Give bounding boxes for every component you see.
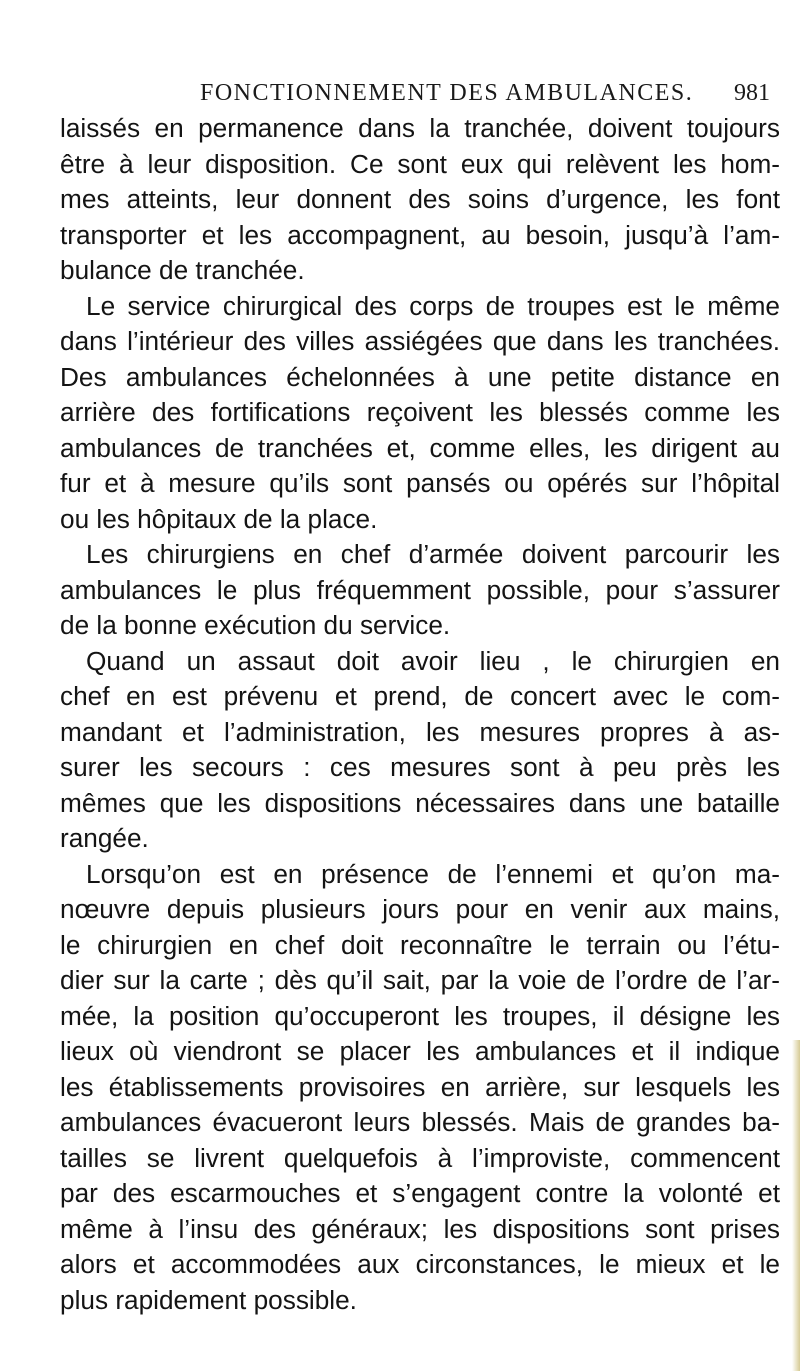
page-header <box>60 78 780 108</box>
text-line: mêmes que les dispositions nécessaires dans une bataille <box>60 787 780 818</box>
page-number: 981 <box>734 80 770 106</box>
running-title: FONCTIONNEMENT DES AMBULANCES. <box>200 80 694 106</box>
text-line: être à leur disposition. Ce sont eux qui relèvent les hom- <box>60 148 780 179</box>
body-text <box>60 111 780 1318</box>
text-line: fur et à mesure qu’ils sont pansés ou opérés sur l’hôpital <box>60 468 780 498</box>
text-line: dans l’intérieur des villes assiégées que dans les tranchées. <box>60 326 780 356</box>
text-line: mandant et l’administration, les mesures propres à as- <box>60 716 780 747</box>
text-line: lieux où viendront se placer les ambulances et il indique <box>60 1036 780 1066</box>
text-line: ambulances le plus fréquemment possible, pour s’assurer <box>60 574 780 605</box>
text-line: Lorsqu’on est en présence de l’ennemi et qu’on ma- <box>86 858 780 889</box>
text-line: Les chirurgiens en chef d’armée doivent parcourir les <box>86 539 780 569</box>
text-line: dier sur la carte ; dès qu’il sait, par la voie de l’ordre de l’ar- <box>60 965 780 995</box>
text-line: surer les secours : ces mesures sont à peu près les <box>60 752 780 782</box>
text-line: Quand un assaut doit avoir lieu , le chirurgien en <box>86 645 780 676</box>
page-edge-shadow <box>792 1040 800 1371</box>
text-line: même à l’insu des généraux; les dispositions sont prises <box>60 1213 780 1244</box>
text-line: chef en est prévenu et prend, de concert avec le com- <box>60 681 780 711</box>
text-line: rangée. <box>60 823 149 853</box>
text-line: nœuvre depuis plusieurs jours pour en venir aux mains, <box>60 894 780 924</box>
text-line: le chirurgien en chef doit reconnaître le terrain ou l’étu- <box>60 929 780 960</box>
text-line: les établissements provisoires en arrière, sur lesquels les <box>60 1071 780 1102</box>
text-line: laissés en permanence dans la tranchée, doivent toujours <box>60 113 780 143</box>
text-line: ou les hôpitaux de la place. <box>60 503 378 534</box>
text-line: mée, la position qu’occuperont les troupes, il désigne les <box>60 1000 780 1031</box>
text-line: de la bonne exécution du service. <box>60 610 451 640</box>
text-line: alors et accommodées aux circonstances, le mieux et le <box>60 1249 780 1279</box>
text-line: bulance de tranchée. <box>60 255 305 285</box>
text-line: ambulances de tranchées et, comme elles, les dirigent au <box>60 432 780 463</box>
text-line: plus rapidement possible. <box>60 1284 357 1315</box>
text-line: transporter et les accompagnent, au besoin, jusqu’à l’am- <box>60 219 780 250</box>
text-line: ambulances évacueront leurs blessés. Mais de grandes ba- <box>60 1107 780 1137</box>
text-line: mes atteints, leur donnent des soins d’urgence, les font <box>60 184 780 214</box>
text-line: Le service chirurgical des corps de troupes est le même <box>86 290 780 321</box>
text-line: arrière des fortifications reçoivent les blessés comme les <box>60 397 780 427</box>
text-line: Des ambulances échelonnées à une petite distance en <box>60 361 780 392</box>
text-line: par des escarmouches et s’engagent contre la volonté et <box>60 1178 780 1208</box>
text-line: tailles se livrent quelquefois à l’improviste, commencent <box>60 1142 780 1173</box>
